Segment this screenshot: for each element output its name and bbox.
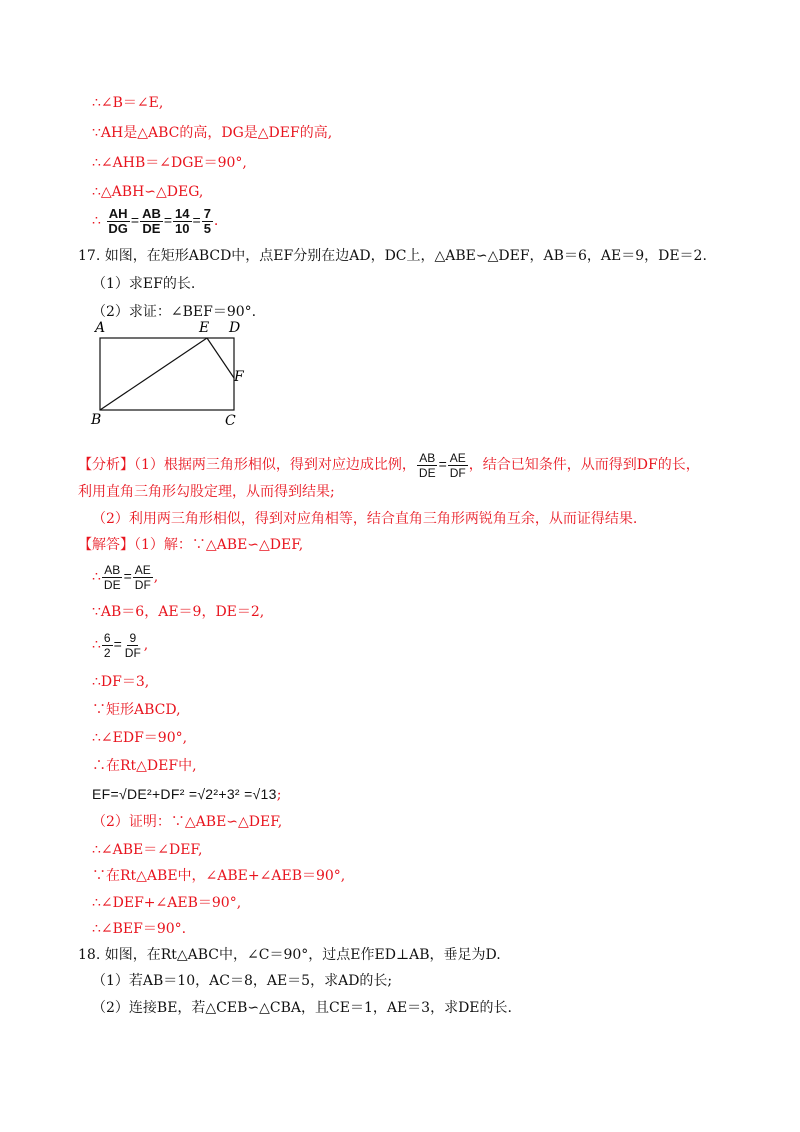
segment-be [100, 338, 207, 410]
label-f: F [234, 369, 244, 385]
q18-stem: 18. 如图，在Rt△ABC中，∠C＝90°，过点E作ED⊥AB，垂足为D. [78, 947, 501, 963]
analysis-fraction-ab-de: $\frac{AB}{DE}$ [418, 450, 436, 480]
q17-step-ratio: ∴ $\frac{AB}{DE}$ = $\frac{AE}{DF}$ , [92, 562, 159, 592]
q17-analysis-1c: 利用直角三角形勾股定理，从而得到结果; [78, 484, 335, 500]
q17-analysis-2: （2）利用两三角形相似，得到对应角相等，结合直角三角形两锐角互余，从而证得结果. [92, 511, 638, 527]
therefore-symbol: ∴ [92, 213, 101, 229]
equals-sign: = [438, 456, 447, 472]
q17-proof-4: ∴∠DEF+∠AEB＝90°, [92, 895, 242, 911]
q17-part-2: （2）求证：∠BEF＝90°. [92, 304, 257, 320]
step-fraction-ae-df: $\frac{AE}{DF}$ [134, 562, 151, 592]
fraction-ah-dg: $\frac{AH}{DG}$ [108, 205, 128, 236]
q17-stem: 17. 如图，在矩形ABCD中，点EF分别在边AD，DC上，△ABE∽△DEF，AB＝6，AE＝9，DE＝2. [78, 248, 707, 264]
q17-answer-1 [78, 535, 303, 555]
label-b: B [91, 412, 102, 428]
label-a: A [95, 320, 106, 336]
label-e: E [199, 320, 210, 336]
q17-proof-2: ∴∠ABE＝∠DEF, [92, 842, 203, 858]
label-c: C [225, 413, 236, 429]
top-line-4: ∴△ABH∽△DEG, [92, 184, 204, 200]
analysis-text-b: ，结合已知条件，从而得到DF的长， [468, 457, 700, 473]
answer-line-1: （1）解：∵△ABE∽△DEF, [134, 537, 304, 553]
q18-part-1: （1）若AB＝10，AC＝8，AE＝5，求AD的长; [92, 973, 393, 989]
equals-sign: = [123, 568, 132, 584]
step-fraction-ab-de: $\frac{AB}{DE}$ [103, 562, 121, 592]
segment-ef [207, 338, 234, 378]
q17-step-8: ∴在Rt△DEF中, [92, 758, 197, 774]
label-d: D [229, 320, 241, 336]
q17-proof-5: ∴∠BEF＝90°. [92, 921, 187, 937]
top-line-3: ∴∠AHB＝∠DGE＝90°, [92, 155, 247, 171]
analysis-tag: 【分析】 [78, 457, 134, 473]
q17-proof-3: ∵在Rt△ABE中，∠ABE+∠AEB＝90°, [92, 868, 346, 884]
ef-formula: EF=√DE²+DF² =√2²+3² =√13 [92, 786, 277, 802]
q17-rectangle-figure [85, 318, 260, 433]
equals-sign: = [113, 636, 122, 652]
q17-step-6: ∵矩形ABCD, [92, 702, 181, 718]
q17-step-7: ∴∠EDF＝90°, [92, 730, 188, 746]
fraction-14-10: $\frac{14}{10}$ [175, 205, 190, 236]
q17-answer-2: （2）证明：∵△ABE∽△DEF, [92, 814, 283, 830]
q17-step-5: ∴DF＝3, [92, 674, 150, 690]
q17-step-3: ∵AB＝6，AE＝9，DE＝2, [92, 604, 265, 620]
step-fraction-6-2: $\frac{6}{2}$ [103, 630, 111, 660]
equals-sign: = [130, 212, 140, 228]
answer-tag: 【解答】 [78, 537, 134, 553]
top-line-2: ∵AH是△ABC的高，DG是△DEF的高, [92, 125, 333, 141]
fraction-ab-de: $\frac{AB}{DE}$ [142, 205, 161, 236]
analysis-text-a: （1）根据两三角形相似，得到对应边成比例， [134, 457, 416, 473]
q18-part-2: （2）连接BE，若△CEB∽△CBA，且CE＝1，AE＝3，求DE的长. [92, 1000, 512, 1016]
q17-part-1: （1）求EF的长. [92, 276, 196, 292]
top-line-5 [92, 202, 218, 239]
equals-sign: = [192, 212, 201, 228]
comma: , [153, 569, 159, 585]
equals-sign: = [163, 212, 173, 228]
semicolon: ; [276, 787, 282, 803]
q17-ef-formula-line [92, 784, 281, 805]
top-line-1: ∴∠B＝∠E, [92, 95, 164, 111]
fraction-7-5: $\frac{7}{5}$ [203, 205, 211, 236]
q17-analysis-1 [78, 446, 700, 483]
analysis-fraction-ae-df: $\frac{AE}{DF}$ [449, 450, 466, 480]
q17-step-ratio-values: ∴ $\frac{6}{2}$ = $\frac{9}{DF}$ , [92, 630, 149, 660]
comma: , [143, 637, 149, 653]
step-fraction-9-df: $\frac{9}{DF}$ [124, 630, 141, 660]
period: . [213, 213, 219, 229]
